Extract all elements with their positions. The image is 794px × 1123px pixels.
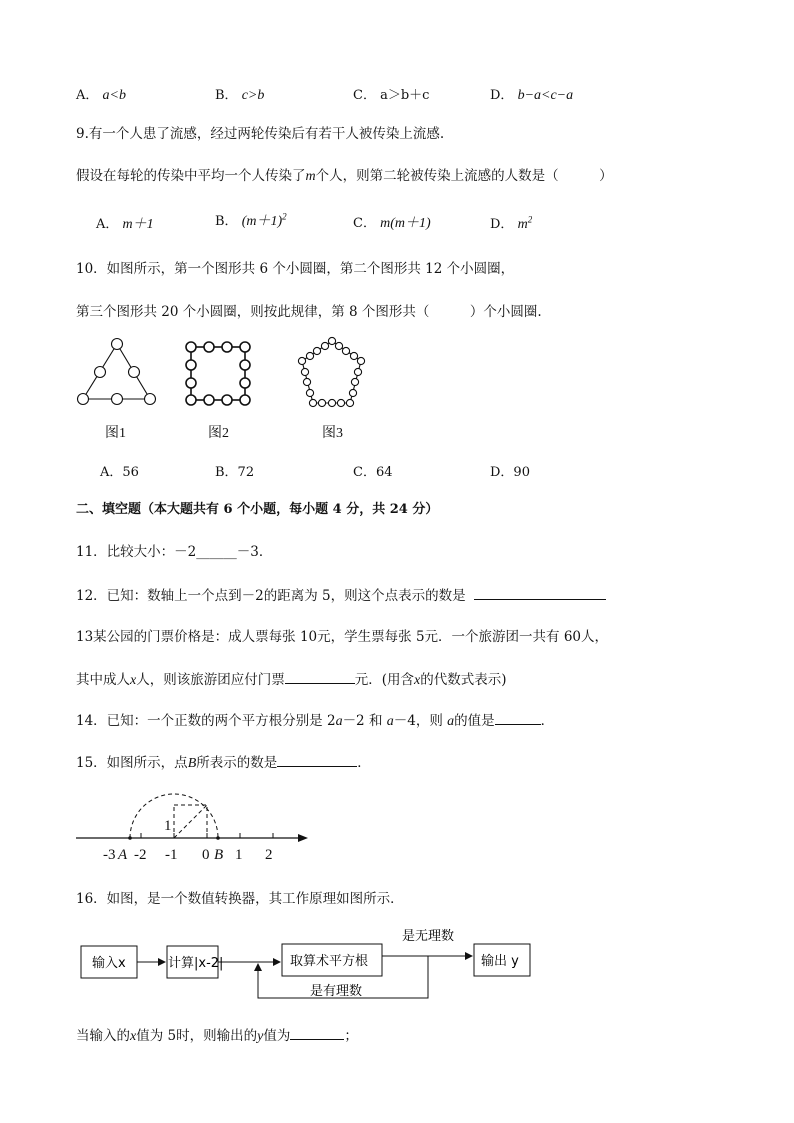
q8-option-b: B． c>b <box>215 88 265 103</box>
q10-stem-line2: 第三个图形共 20 个小圆圈，则按此规律，第 8 个图形共（ ）个小圆圈. <box>76 304 542 320</box>
tick-label: 2 <box>265 847 273 863</box>
sqrt-label: 取算术平方根 <box>290 954 369 969</box>
q13-line1: 13某公园的门票价格是：成人票每张 10元，学生票每张 5元．一个旅游团一共有 60人， <box>76 629 608 645</box>
q10-stem-line1: 10．如图所示，第一个图形共 6 个小圆圈，第二个图形共 12 个小圆圈， <box>76 261 515 277</box>
point-b-label: B <box>214 847 224 863</box>
q9-option-c: C． m(m＋1) <box>353 216 431 231</box>
point-a-label: A <box>118 847 128 863</box>
q16-answer-blank[interactable] <box>290 1025 344 1040</box>
q15-answer-blank[interactable] <box>277 752 357 767</box>
fig1-label: 图1 <box>105 426 126 441</box>
q16-stem: 16．如图，是一个数值转换器，其工作原理如图所示． <box>76 891 404 907</box>
triangle-figure <box>78 339 156 405</box>
q16-question: 当输入的x值为 5时，则输出的y值为 ； <box>76 1025 358 1047</box>
tick-label: -2 <box>134 847 147 863</box>
q10-option-c: C．64 <box>353 465 393 480</box>
tick-label: 0 <box>202 847 210 863</box>
q8-option-a: A． a<b <box>76 88 126 103</box>
pentagon-figure <box>298 337 364 406</box>
q14: 14．已知：一个正数的两个平方根分别是 2a－2 和 a－4，则 a的值是 ． <box>76 710 554 732</box>
q15: 15．如图所示，点B所表示的数是 ． <box>76 752 371 774</box>
q9-option-d: D． $m^2$ <box>490 214 533 232</box>
q9-option-a: A． m＋1 <box>96 217 154 232</box>
q10-option-b: B．72 <box>215 465 255 480</box>
q13-answer-blank[interactable] <box>285 669 355 684</box>
q14-answer-blank[interactable] <box>495 710 541 725</box>
rational-label: 是有理数 <box>310 984 363 999</box>
number-line-figure <box>0 780 794 870</box>
output-label: 输出 y <box>481 954 519 969</box>
q12: 12．已知：数轴上一个点到－2的距离为 5，则这个点表示的数是 <box>76 585 606 606</box>
q9-stem-line1: 9.有一个人患了流感，经过两轮传染后有若干人被传染上流感. <box>76 126 445 142</box>
q8-option-c: C． a＞b＋c <box>353 88 430 103</box>
tick-label: -3 <box>103 847 116 863</box>
square-side-label: 1 <box>164 818 172 834</box>
tick-label: -1 <box>165 847 178 863</box>
irrational-label: 是无理数 <box>402 929 455 944</box>
calc-label: 计算|x-2| <box>168 956 224 971</box>
tick-label: 1 <box>235 847 243 863</box>
converter-flowchart <box>0 920 794 1020</box>
input-label: 输入x <box>92 956 126 971</box>
q12-answer-blank[interactable] <box>474 585 606 600</box>
square-figure <box>186 342 250 405</box>
section-title: 二、填空题（本大题共有 6 个小题，每小题 4 分，共 24 分） <box>76 502 439 517</box>
q9-option-b: B． $(m+1)^2$ <box>215 211 287 229</box>
q13-line2: 其中成人x人，则该旅游团应付门票 元．(用含x的代数式表示) <box>76 669 507 691</box>
q10-option-d: D．90 <box>490 465 530 480</box>
fig2-label: 图2 <box>208 426 229 441</box>
q11: 11．比较大小：－2______－3． <box>76 544 273 560</box>
q9-stem-line2: 假设在每轮的传染中平均一个人传染了m个人，则第二轮被传染上流感的人数是（ ） <box>76 168 613 184</box>
fig3-label: 图3 <box>322 426 343 441</box>
q8-option-d: D． b−a<c−a <box>490 88 574 103</box>
q10-option-a: A．56 <box>100 465 139 480</box>
q10-figures <box>0 332 794 452</box>
